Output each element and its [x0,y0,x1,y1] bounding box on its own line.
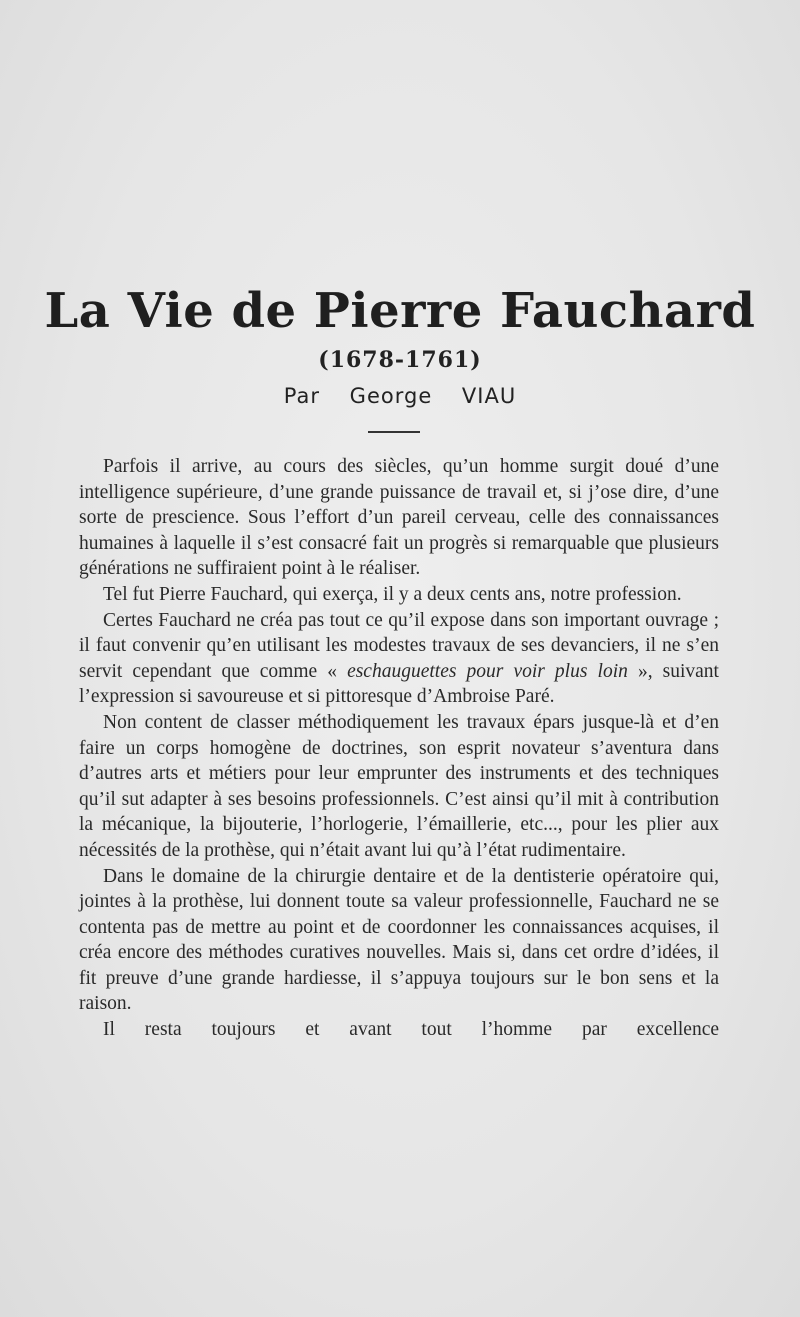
paragraph-4: Non content de classer méthodiquement les travaux épars jusque-là et d’en faire un corps homogène de doctrines, son esprit novateur s’aventura dans d’autres arts et métiers pour leur emprunter des instruments et des techniques qu’il sut adapter à ses besoins professionnels. C’est ainsi qu’il mit à contribution la mécanique, la bijouterie, l’horlogerie, l’émaillerie, etc..., pour les plier aux nécessités de la prothèse, qui n’était avant lui qu’à l’état rudimentaire. [79,711,719,861]
paragraph-3 [79,608,719,710]
paragraph-6: Il resta toujours et avant tout l’homme par excellence [103,1019,719,1041]
article-dates: (1678-1761) [318,347,482,373]
paragraph-2: Tel fut Pierre Fauchard, qui exerça, il y a deux cents ans, notre profession. [103,583,682,605]
paragraph-3-quote: eschauguettes pour voir plus loin [347,660,628,682]
article-title: La Vie de Pierre Fauchard [44,283,756,339]
title-divider [368,431,420,433]
paragraph-1: Parfois il arrive, au cours des siècles, qu’un homme surgit doué d’une intelligence supérieure, d’une grande puissance de travail et, si j’ose dire, d’une sorte de prescience. Sous l’effort d’un pareil cerveau, celle des connaissances humaines à laquelle il s’est consacré fait un progrès si remarquable que plusieurs générations ne suffiraient point à le réaliser. [79,456,719,580]
paragraph-3-text-after: », suivant l’expression si savoureuse et si pittoresque d’Ambroise Paré. [79,660,719,708]
paragraph-5: Dans le domaine de la chirurgie dentaire et de la dentisterie opératoire qui, jointes à la prothèse, lui donnent toute sa valeur professionnelle, Fauchard ne se contenta pas de mettre au point et de coordonner les connaissances acquises, il créa encore des méthodes curatives nouvelles. Mais si, dans cet ordre d’idées, il fit preuve d’une grande hardiesse, il s’appuya toujours sur le bon sens et la raison. [79,865,719,1015]
article-byline: Par George VIAU [283,384,517,408]
paragraph-3-text-before: Certes Fauchard ne créa pas tout ce qu’il expose dans son important ouvrage ; il faut convenir qu’en utilisant les modestes travaux de ses devanciers, il ne s’en servit cependant que comme « [79,609,719,682]
article-body [79,454,719,1043]
